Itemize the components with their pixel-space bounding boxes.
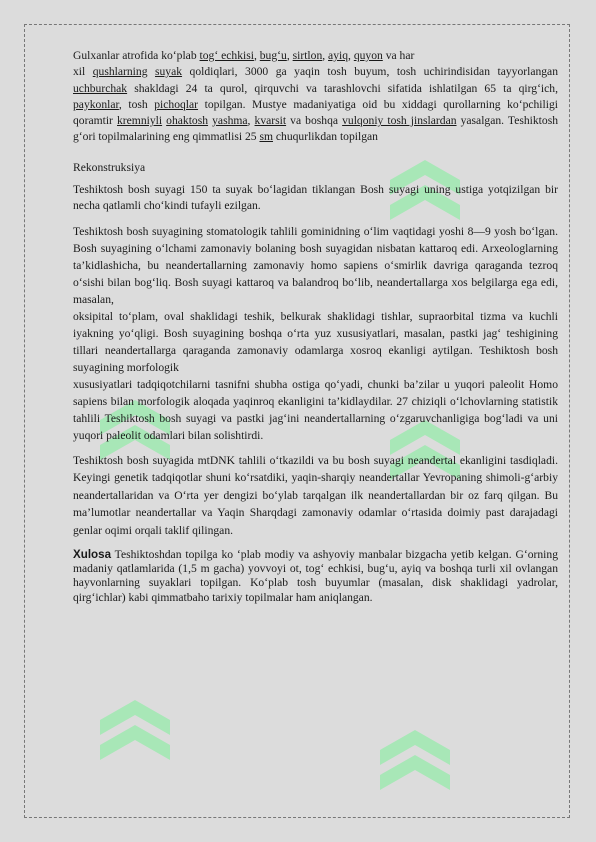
link-suyak[interactable]: suyak xyxy=(155,65,183,79)
paragraph-intro xyxy=(73,64,558,145)
text: Gulxanlar atrofida ko‘plab xyxy=(73,49,200,62)
link-pichoqlar[interactable]: pichoqlar xyxy=(154,97,199,111)
link-kremniyli[interactable]: kremniyli xyxy=(117,114,163,128)
paragraph-xulosa xyxy=(73,548,558,606)
link-sirtlon[interactable]: sirtlon xyxy=(292,49,323,62)
link-paykonlar[interactable]: paykonlar xyxy=(73,97,119,111)
text: , xyxy=(348,49,354,62)
text: topilgan. Mustye madaniyatiga oid bu xiddagi qurollarning ko‘pchiligi qoramtir xyxy=(73,97,558,128)
section-heading: Rekonstruksiya xyxy=(73,160,146,174)
paragraph: Teshiktosh bosh suyagida mtDNK tahlili o‘tkazildi va bu bosh suyagi neandertal ekanligini tasdiqladi. Keyingi genetik tadqiqotlar shuni ko‘rsatdiki, yaqin-sharqiy neandertallar Yevropaning shimoli-g‘arbiy neandertallaridan va O‘rta yer dengizi bo‘ylab tarqalgan ilk neandertallardan bir oz farq qilgan. Bu ma’lumotlar neandertallar va Yaqin Sharqdagi zamonaviy odamlar o‘rtasida doimiy past darajadagi genlar oqimi orqali taklif qilingan. xyxy=(73,453,558,538)
text: , xyxy=(286,49,293,62)
text: chuqurlikdan topilgan xyxy=(272,130,378,144)
text: , xyxy=(253,49,260,62)
text: , xyxy=(247,114,255,128)
link-qushlarning[interactable]: qushlarning xyxy=(92,65,148,79)
link-vulqoniy-tosh-jinslardan[interactable]: vulqoniy tosh jinslardan xyxy=(342,114,457,128)
paragraph-intro-line xyxy=(73,48,558,64)
link-uchburchak[interactable]: uchburchak xyxy=(73,81,128,95)
link-sm[interactable]: sm xyxy=(259,130,273,144)
link-ayiq[interactable]: ayiq xyxy=(328,49,349,62)
link-ohaktosh[interactable]: ohaktosh xyxy=(166,114,209,128)
text: , xyxy=(322,49,329,62)
paragraph: xususiyatlari tadqiqotchilarni tasnifni shubha ostiga qo‘yadi, chunki ba’zilar u yuqori paleolit Homo sapiens bilan morfologik aloqada yaqinroq ekanligini ta’kidlaydilar. 27 chiziqli o‘lchovlarning statistik tahlili Teshiktosh bosh suyagi va pastki jag‘ini neandertallarning o‘zgaruvchanligiga bog‘ladi va uni yuqori paleolit odamlari bilan solishtirdi. xyxy=(73,377,558,442)
text: qoldiqlari, 3000 ga yaqin tosh buyum, tosh uchirindisidan tayyorlangan xyxy=(182,65,559,79)
text: xil xyxy=(73,65,93,79)
text: va boshqa xyxy=(286,114,343,128)
text: shakldagi 24 ta qurol, qirquvchi va tarashlovchi sifatida ishlatilgan 65 ta qirg‘ich, xyxy=(127,81,558,95)
xulosa-label: Xulosa xyxy=(73,547,112,561)
document-body xyxy=(73,48,558,605)
link-quyon[interactable]: quyon xyxy=(353,49,383,62)
link-yashma[interactable]: yashma xyxy=(212,114,248,128)
text xyxy=(148,65,156,78)
text: , tosh xyxy=(118,97,155,111)
watermark-logo-icon xyxy=(370,720,460,810)
link-kvarsit[interactable]: kvarsit xyxy=(254,114,287,128)
link-tog-echkisi[interactable]: tog‘ echkisi xyxy=(199,49,254,62)
watermark-logo-icon xyxy=(90,690,180,780)
paragraph: Teshiktosh bosh suyagi 150 ta suyak bo‘lagidan tiklangan Bosh suyagi uning ustiga yotqizilgan bir necha qatlamli cho‘kindi tufayli ezilgan. xyxy=(73,183,558,213)
link-bugu[interactable]: bug‘u xyxy=(259,49,287,62)
paragraph: oksipital to‘plam, oval shaklidagi teshik, belkurak shaklidagi tishlar, supraorbital tizma va kuchli iyakning yo‘qligi. Bosh suyagining boshqa o‘rta yuz xususiyatlari, masalan, pastki jag‘ teshigining tillari neandertallarga qaraganda zamonaviy odamlarga xosroq ekanligi aytilgan. Teshiktosh bosh suyagining morfologik xyxy=(73,309,558,374)
paragraph: Teshiktosh bosh suyagining stomatologik tahlili gominidning o‘lim vaqtidagi yoshi 8—9 yosh bo‘lgan. Bosh suyagining o‘lchami zamonaviy bolaning bosh suyagidan nisbatan kattaroq edi. Arxeologlarning ta’kidlashicha, bu neandertallarning zamonaviy homo sapiens o‘smirlik davriga qaraganda tezroq o‘sishi bilan bog‘liq. Bosh suyagi kattaroq va balandroq bo‘lib, neandertallarga xos belgilarga ega edi, masalan, xyxy=(73,224,558,306)
xulosa-text: Teshiktoshdan topilga ko ‘plab modiy va ashyoviy manbalar bizgacha yetib kelgan. G‘orning madaniy qatlamlarida (1,5 m gacha) yovvoyi ot, tog‘ echkisi, bug‘u, ayiq va boshqa turli xil ovlangan hayvonlarning suyaklari topilgan. Ko‘plab tosh buyumlar (masalan, disk shaklidagi yadrolar, qirg‘ichlar) kabi qimmatbaho tarixiy topilmalar ham aniqlangan. xyxy=(73,547,558,604)
text: va har xyxy=(382,49,415,62)
text: yasalgan. Teshiktosh g‘ori topilmalarining eng qimmatlisi 25 xyxy=(73,114,558,144)
